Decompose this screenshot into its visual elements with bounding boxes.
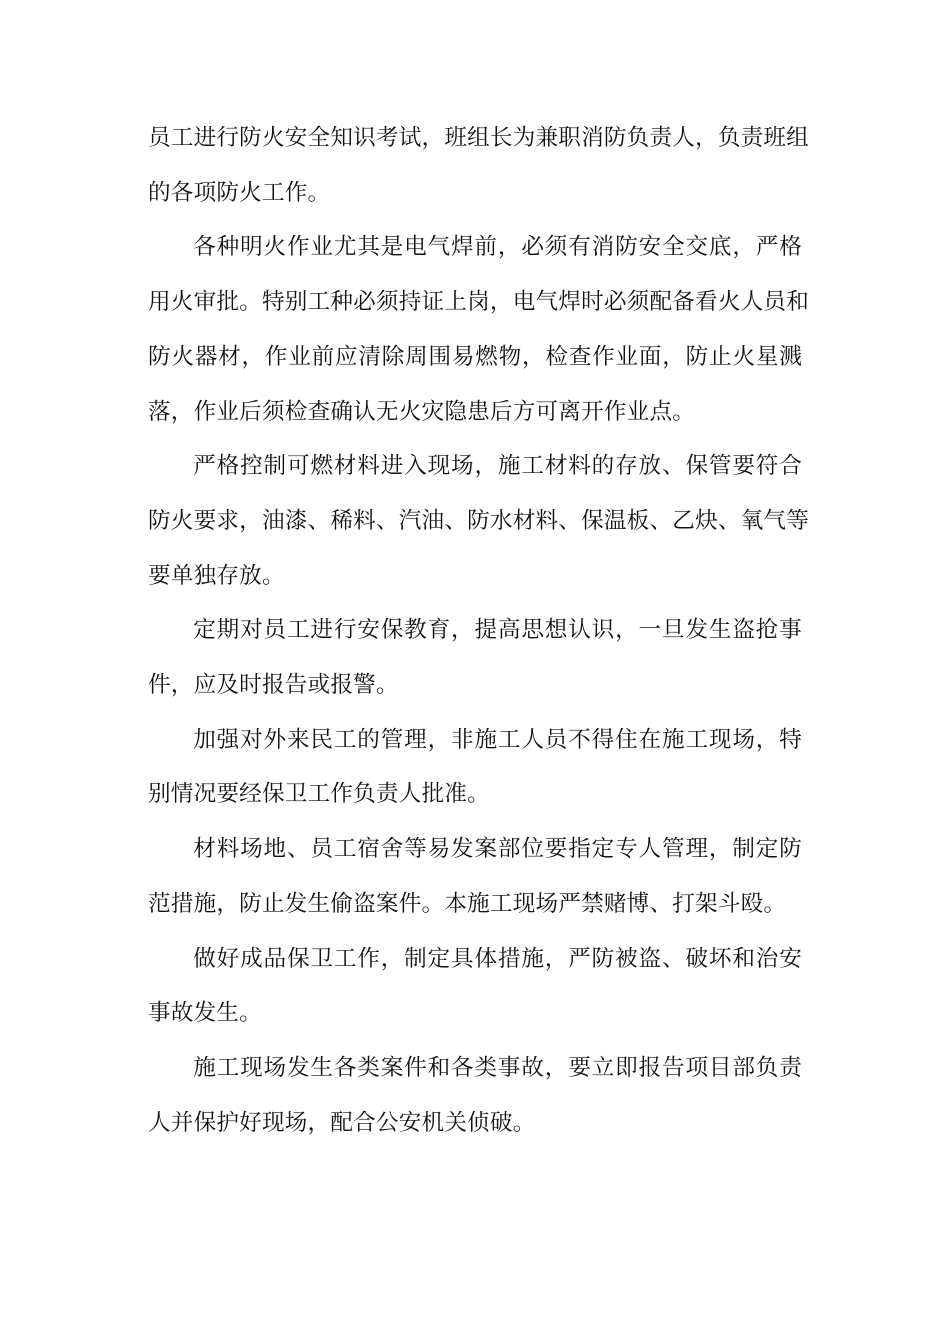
paragraph-4: [148, 603, 802, 712]
text-line: 员工进行防火安全知识考试，班组长为兼职消防负责人，负责班组: [148, 125, 810, 151]
text-line: 做好成品保卫工作，制定具体措施，严防被盗、破坏和治安: [193, 945, 802, 972]
text-line: 件，应及时报告或报警。: [148, 672, 399, 699]
text-line: 的各项防火工作。: [148, 179, 331, 206]
paragraph-1: [148, 111, 810, 220]
paragraph-3: [148, 439, 810, 603]
text-line: 定期对员工进行安保教育，提高思想认识，一旦发生盗抢事: [193, 617, 802, 644]
text-line: 事故发生。: [148, 1000, 262, 1027]
text-line: 防火要求，油漆、稀料、汽油、防水材料、保温板、乙炔、氧气等: [148, 507, 810, 534]
text-line: 别情况要经保卫工作负责人批准。: [148, 781, 490, 808]
text-line: 用火审批。特别工种必须持证上岗，电气焊时必须配备看火人员和: [148, 289, 810, 316]
paragraph-2: [148, 220, 810, 439]
text-line: 防火器材，作业前应清除周围易燃物，检查作业面，防止火星溅: [148, 343, 802, 370]
text-line: 严格控制可燃材料进入现场，施工材料的存放、保管要符合: [193, 453, 802, 480]
text-line: 施工现场发生各类案件和各类事故，要立即报告项目部负责: [193, 1054, 802, 1081]
text-line: 各种明火作业尤其是电气焊前，必须有消防安全交底，严格: [193, 234, 802, 261]
paragraph-6: [148, 822, 802, 931]
paragraph-5: [148, 713, 802, 822]
body-text: [148, 111, 810, 1150]
text-line: 范措施，防止发生偷盗案件。本施工现场严禁赌博、打架斗殴。: [148, 890, 787, 917]
paragraph-7: [148, 932, 802, 1041]
paragraph-8: [148, 1041, 802, 1150]
text-line: 人并保护好现场，配合公安机关侦破。: [148, 1109, 536, 1136]
text-line: 要单独存放。: [148, 562, 285, 589]
text-line: 加强对外来民工的管理，非施工人员不得住在施工现场，特: [193, 726, 802, 753]
text-line: 材料场地、员工宿舍等易发案部位要指定专人管理，制定防: [193, 836, 802, 863]
text-line: 落，作业后须检查确认无火灾隐患后方可离开作业点。: [148, 398, 696, 425]
